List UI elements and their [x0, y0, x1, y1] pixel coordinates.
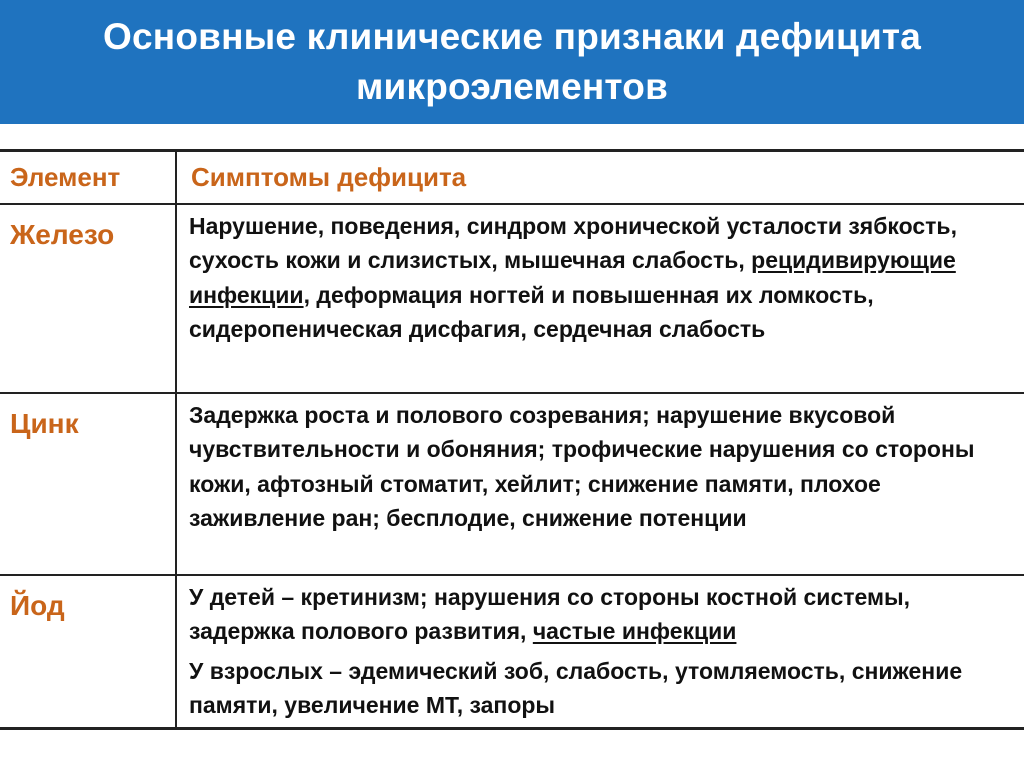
table-row-iron: [0, 204, 1024, 393]
symptoms-iodine-underlined: частые инфекции: [532, 618, 737, 644]
element-name-iron: Железо: [10, 218, 115, 250]
table-body: [0, 204, 1024, 729]
title-banner: [0, 0, 1024, 124]
symptoms-iron-text-2: , деформация ногтей и повышенная их ломкость, сидеропеническая дисфагия, сердечная слабость: [189, 281, 874, 342]
element-name-iodine: Йод: [10, 589, 65, 621]
symptoms-iodine-adults: У взрослых – эдемический зоб, слабость, утомляемость, снижение памяти, увеличение МТ, запоры: [189, 657, 963, 718]
slide-title: Основные клинические признаки дефицита микроэлементов: [103, 16, 921, 107]
table-header: [0, 151, 1024, 204]
symptoms-iodine: [176, 575, 1024, 729]
table-row-iodine: [0, 575, 1024, 729]
symptoms-iron-text-1: Нарушение, поведения, синдром хронической усталости зябкость, сухость кожи и слизистых, мышечная слабость,: [189, 212, 957, 273]
symptoms-zinc: Задержка роста и полового созревания; нарушение вкусовой чувствительности и обоняния; трофические нарушения со стороны кожи, афтозный стоматит, хейлит; снижение памяти, плохое заживление ран; бесплодие, снижение потенции: [176, 393, 1024, 575]
symptoms-iron: [176, 204, 1024, 393]
deficiency-table: [0, 149, 1024, 730]
symptoms-iodine-children-text: У детей – кретинизм; нарушения со стороны костной системы, задержка полового развития,: [189, 583, 911, 644]
symptoms-iron-underlined: рецидивирующие инфекции: [189, 247, 956, 308]
element-name-zinc: Цинк: [10, 407, 79, 439]
table-row-zinc: [0, 393, 1024, 575]
column-header-symptoms: Симптомы дефицита: [176, 151, 1024, 204]
column-header-element: Элемент: [10, 162, 121, 192]
table-header-row: [0, 151, 1024, 204]
symptoms-iodine-children: [189, 580, 1016, 649]
